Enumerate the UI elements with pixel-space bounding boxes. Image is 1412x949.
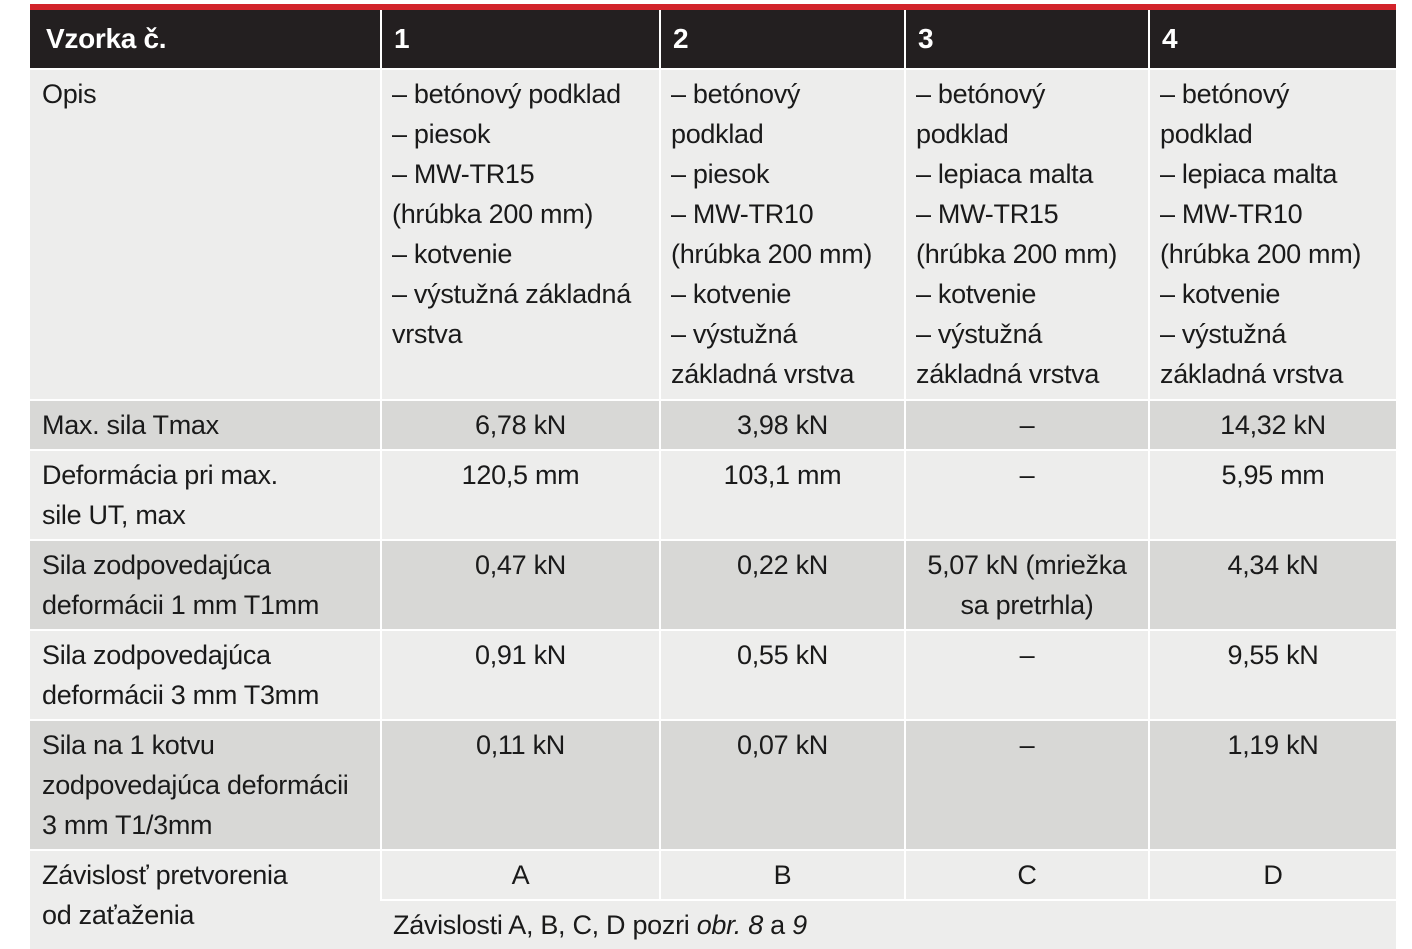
deformacia-cell-1: 120,5 mm (381, 450, 660, 540)
kotva-cell-1: 0,11 kN (381, 720, 660, 850)
header-cell-sample-4: 4 (1149, 10, 1396, 69)
row-label: Max. sila Tmax (30, 400, 381, 450)
t3mm-cell-4: 9,55 kN (1149, 630, 1396, 720)
row-t3mm (30, 630, 1396, 720)
row-label (30, 450, 381, 540)
t1mm-cell-2: 0,22 kN (660, 540, 905, 630)
tmax-cell-1: 6,78 kN (381, 400, 660, 450)
desc-line: – betónový (671, 79, 801, 109)
desc-line: základná vrstva (916, 359, 1100, 389)
desc-line: základná vrstva (1160, 359, 1344, 389)
label-line: Sila na 1 kotvu (42, 730, 215, 760)
t1mm-cell-1: 0,47 kN (381, 540, 660, 630)
kotva-cell-2: 0,07 kN (660, 720, 905, 850)
row-label (30, 720, 381, 850)
label-line: Deformácia pri max. (42, 460, 278, 490)
note-and: a (762, 910, 793, 940)
desc-line: – MW-TR10 (1160, 199, 1303, 229)
t3mm-cell-2: 0,55 kN (660, 630, 905, 720)
desc-line: – MW-TR15 (392, 159, 535, 189)
desc-line: – lepiaca malta (1160, 159, 1338, 189)
desc-line: (hrúbka 200 mm) (916, 239, 1118, 269)
row-label (30, 850, 381, 949)
desc-line: – betónový (916, 79, 1046, 109)
kotva-cell-3: – (905, 720, 1149, 850)
t3mm-cell-1: 0,91 kN (381, 630, 660, 720)
figure-reference[interactable]: obr. 8 (696, 910, 763, 940)
t1mm-cell-4: 4,34 kN (1149, 540, 1396, 630)
row-zavislost (30, 850, 1396, 900)
tmax-cell-3: – (905, 400, 1149, 450)
label-line: Závislosť pretvorenia (42, 860, 288, 890)
t3mm-cell-3: – (905, 630, 1149, 720)
tmax-cell-2: 3,98 kN (660, 400, 905, 450)
row-deformacia (30, 450, 1396, 540)
desc-line: – piesok (392, 119, 491, 149)
desc-line: – MW-TR10 (671, 199, 814, 229)
label-line: Sila zodpovedajúca (42, 640, 271, 670)
header-cell-sample-1: 1 (381, 10, 660, 69)
desc-line: – výstužná základná (392, 279, 631, 309)
label-line: Sila zodpovedajúca (42, 550, 271, 580)
desc-line: – výstužná (671, 319, 798, 349)
zavislost-cell-1: A (381, 850, 660, 900)
desc-line: – piesok (671, 159, 770, 189)
desc-line: – lepiaca malta (916, 159, 1094, 189)
zavislost-cell-4: D (1149, 850, 1396, 900)
note-text: Závislosti A, B, C, D pozri (393, 910, 697, 940)
label-line: deformácii 3 mm T3mm (42, 680, 320, 710)
t1mm-cell-3: 5,07 kN (mriežka sa pretrhla) (905, 540, 1149, 630)
deformacia-cell-3: – (905, 450, 1149, 540)
label-line: sile UT, max (42, 500, 186, 530)
header-row (30, 10, 1396, 69)
desc-line: – kotvenie (392, 239, 513, 269)
label-line: deformácii 1 mm T1mm (42, 590, 320, 620)
desc-line: podklad (671, 119, 764, 149)
opis-cell-4 (1149, 69, 1396, 400)
desc-line: – výstužná (916, 319, 1043, 349)
row-opis (30, 69, 1396, 400)
desc-line: podklad (916, 119, 1009, 149)
zavislost-cell-3: C (905, 850, 1149, 900)
label-line: 3 mm T1/3mm (42, 810, 213, 840)
figure-reference[interactable]: 9 (792, 910, 807, 940)
desc-line: – kotvenie (1160, 279, 1281, 309)
desc-line: (hrúbka 200 mm) (671, 239, 873, 269)
row-t1mm (30, 540, 1396, 630)
opis-cell-3 (905, 69, 1149, 400)
desc-line: – MW-TR15 (916, 199, 1059, 229)
label-line: od zaťaženia (42, 900, 195, 930)
data-table-container (30, 4, 1396, 949)
results-table (30, 10, 1396, 949)
opis-cell-1 (381, 69, 660, 400)
row-tmax (30, 400, 1396, 450)
desc-line: – kotvenie (671, 279, 792, 309)
desc-line: (hrúbka 200 mm) (392, 199, 594, 229)
deformacia-cell-4: 5,95 mm (1149, 450, 1396, 540)
zavislost-cell-2: B (660, 850, 905, 900)
desc-line: – betónový podklad (392, 79, 621, 109)
desc-line: – betónový (1160, 79, 1290, 109)
opis-cell-2 (660, 69, 905, 400)
desc-line: podklad (1160, 119, 1253, 149)
desc-line: (hrúbka 200 mm) (1160, 239, 1362, 269)
header-cell-sample-2: 2 (660, 10, 905, 69)
deformacia-cell-2: 103,1 mm (660, 450, 905, 540)
row-label: Opis (30, 69, 381, 400)
row-label (30, 540, 381, 630)
zavislost-note (381, 900, 1396, 949)
tmax-cell-4: 14,32 kN (1149, 400, 1396, 450)
row-kotva (30, 720, 1396, 850)
label-line: zodpovedajúca deformácii (42, 770, 349, 800)
desc-line: základná vrstva (671, 359, 855, 389)
desc-line: – výstužná (1160, 319, 1287, 349)
desc-line: vrstva (392, 319, 463, 349)
kotva-cell-4: 1,19 kN (1149, 720, 1396, 850)
header-cell-label: Vzorka č. (30, 10, 381, 69)
desc-line: – kotvenie (916, 279, 1037, 309)
header-cell-sample-3: 3 (905, 10, 1149, 69)
row-label (30, 630, 381, 720)
